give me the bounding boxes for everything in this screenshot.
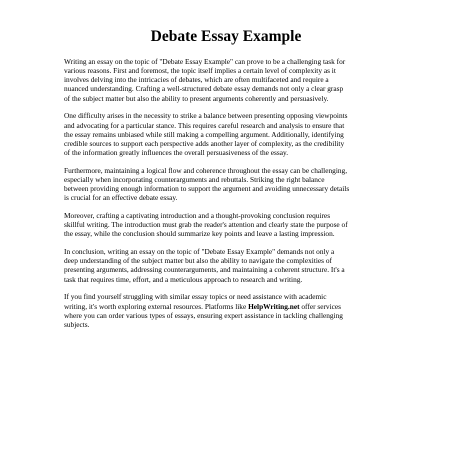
text-line: If you find yourself struggling with similar essay topics or need assistance with academic bbox=[64, 292, 327, 302]
text-line: between providing enough information to support the argument and avoiding unnecessary details bbox=[64, 184, 350, 194]
text-line: involves delving into the intricacies of debates, which are often multifaceted and require a bbox=[64, 75, 329, 85]
paragraph-4 bbox=[64, 211, 390, 238]
text-line: nuanced understanding. Crafting a well-structured debate essay demands not only a clear grasp bbox=[64, 84, 344, 94]
paragraph-5 bbox=[64, 247, 390, 284]
text-line-with-link bbox=[64, 302, 390, 311]
text-line: presenting arguments, addressing counterarguments, and maintaining a coherent structure. It's a bbox=[64, 265, 345, 275]
text-line: task that requires time, effort, and a meticulous approach to research and writing. bbox=[64, 274, 303, 284]
text-line: Furthermore, maintaining a logical flow and coherence throughout the essay can be challenging, bbox=[64, 165, 348, 175]
text-line: the essay remains unbiased while still making a compelling argument. Additionally, identifying bbox=[64, 129, 344, 139]
paragraph-3 bbox=[64, 166, 390, 203]
paragraph-6 bbox=[64, 292, 390, 329]
text-line: deep understanding of the subject matter but also the ability to navigate the complexities of bbox=[64, 256, 332, 266]
text-line: One difficulty arises in the necessity to strike a balance between presenting opposing viewpoints bbox=[64, 111, 348, 121]
text-line: the essay, while the conclusion should summarize key points and leave a lasting impression. bbox=[64, 229, 335, 239]
text-line: subjects. bbox=[64, 319, 90, 329]
text-line: especially when incorporating counterarguments and rebuttals. Striking the right balance bbox=[64, 174, 325, 184]
document-title: Debate Essay Example bbox=[150, 28, 302, 45]
text-line: Moreover, crafting a captivating introduction and a thought-provoking conclusion requires bbox=[64, 211, 331, 221]
text-line: of the information greatly influences the overall persuasiveness of the essay. bbox=[64, 147, 289, 157]
text-line: In conclusion, writing an essay on the topic of "Debate Essay Example" demands not only a bbox=[64, 247, 335, 257]
paragraph-2 bbox=[64, 111, 390, 157]
text-line: is crucial for an effective debate essay. bbox=[64, 193, 178, 203]
text-line: various reasons. First and foremost, the topic itself implies a certain level of complexity as it bbox=[64, 66, 336, 76]
text-segment: offer services bbox=[299, 301, 342, 311]
text-line: where you can order various types of essays, ensuring expert assistance in tackling challenging bbox=[64, 310, 343, 320]
helpwriting-link[interactable]: HelpWriting.net bbox=[248, 301, 300, 311]
text-segment: writing, it's worth exploring external resources. Platforms like bbox=[64, 301, 249, 311]
text-line: Writing an essay on the topic of "Debate Essay Example" can prove to be a challenging task for bbox=[64, 57, 346, 66]
text-line: and advocating for a particular stance. This requires careful research and analysis to ensure that bbox=[64, 120, 345, 130]
document-body bbox=[64, 57, 390, 338]
text-line: skillful writing. The introduction must grab the reader's attention and clearly state the purpose of bbox=[64, 220, 348, 230]
text-line: of the subject matter but also the ability to present arguments coherently and persuasively. bbox=[64, 93, 329, 103]
paragraph-1 bbox=[64, 57, 390, 103]
text-line: credible sources to support each perspective adds another layer of complexity, as the credibility bbox=[64, 138, 345, 148]
